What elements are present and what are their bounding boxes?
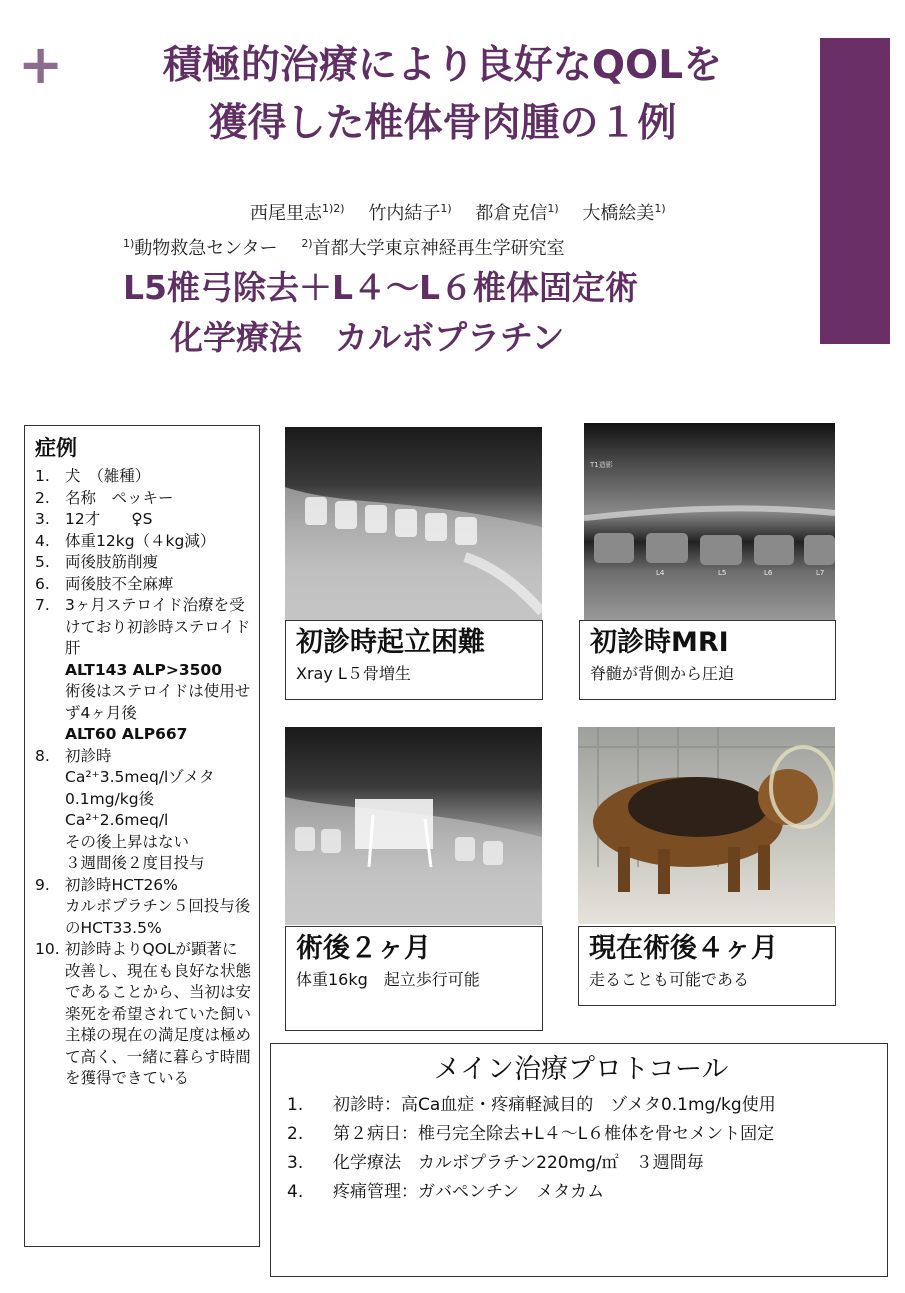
item-text: 初診時 <box>65 746 112 765</box>
list-item <box>35 488 253 510</box>
item-text: 12才 ♀S <box>65 510 153 528</box>
case-box <box>24 425 260 1247</box>
list-item <box>35 509 253 531</box>
list-item <box>35 552 253 574</box>
item-number: 3. <box>35 510 50 528</box>
caption-title: 現在術後４ヶ月 <box>589 933 778 964</box>
caption-title: 術後２ヶ月 <box>296 933 431 964</box>
postop-xray-image <box>285 727 542 925</box>
title-line-2: 獲得した椎体骨肉腫の１例 <box>208 101 677 146</box>
item-text: 化学療法 カルボプラチン220mg/㎡ ３週間毎 <box>333 1153 704 1173</box>
vertebra-label: L7 <box>816 569 825 577</box>
case-list <box>35 466 253 1090</box>
author-name: 大橋絵美 <box>582 203 655 224</box>
item-number: 8. <box>35 746 50 765</box>
caption-title: 初診時起立困難 <box>296 627 485 658</box>
dog-photo <box>578 727 835 924</box>
item-number: 2. <box>35 488 50 507</box>
item-text: 術後はステロイドは使用せず4ヶ月後 <box>65 682 251 722</box>
caption-sub: 体重16kg 起立歩行可能 <box>296 970 480 989</box>
author-affil-mark: 1) <box>547 202 559 215</box>
vertebra-label: L4 <box>656 569 665 577</box>
caption-current <box>578 926 836 1006</box>
affil-name: 動物救急センター <box>134 238 278 259</box>
item-number: 7. <box>35 596 50 614</box>
list-item <box>287 1123 875 1146</box>
list-item <box>35 466 253 488</box>
item-text: ALT60 ALP667 <box>65 725 188 743</box>
item-number: 3. <box>287 1153 304 1173</box>
item-text: 犬 （雑種） <box>65 467 151 485</box>
item-number: 6. <box>35 574 50 593</box>
author-affil-mark: 1) <box>440 202 452 215</box>
mri-image <box>584 423 835 621</box>
caption-sub: 脊髄が背側から圧迫 <box>590 664 735 683</box>
protocol-box <box>270 1043 888 1277</box>
list-item <box>35 875 253 940</box>
item-text: 初診時よりQOLが顕著に改善し、現在も良好な状態であることから、当初は安楽死を希望されていた飼い主様の現在の満足度は極めて高く、一緒に暮らす時間を獲得できている <box>65 940 252 1087</box>
item-number: 2. <box>287 1124 304 1144</box>
subtitle-surgery: L5椎弓除去＋L４～L６椎体固定術 <box>123 268 639 307</box>
item-text: カルボプラチン５回投与後のHCT33.5% <box>65 897 251 937</box>
item-text: 名称 ペッキー <box>65 488 174 507</box>
item-text: 体重12kg（４kg減） <box>65 531 216 550</box>
list-item <box>35 574 253 596</box>
item-text: 疼痛管理：ガバペンチン メタカム <box>333 1182 605 1202</box>
caption-sub: 走ることも可能である <box>589 970 750 989</box>
subtitle-chemo: 化学療法 カルボプラチン <box>170 318 565 357</box>
caption-title: 初診時MRI <box>590 627 729 658</box>
item-text: 第２病日：椎弓完全除去+L４～L６椎体を骨セメント固定 <box>333 1124 775 1144</box>
item-text: 両後肢筋削痩 <box>65 553 159 571</box>
author-name: 西尾里志 <box>250 203 322 224</box>
protocol-title: メイン治療プロトコール <box>433 1054 729 1085</box>
affil-mark: 2) <box>301 237 313 250</box>
item-text: Ca²⁺3.5meq/lゾメタ0.1mg/kg後 <box>65 768 215 808</box>
authors <box>250 199 666 225</box>
item-text: その後上昇はない <box>65 832 190 851</box>
list-item <box>35 746 253 875</box>
affil-mark: 1) <box>123 237 135 250</box>
caption-postop <box>285 926 543 1031</box>
affiliations <box>123 234 565 260</box>
vertebra-label: L5 <box>718 569 727 577</box>
item-number: 4. <box>287 1182 304 1202</box>
caption-xray <box>285 620 543 700</box>
author-name: 竹内結子 <box>368 203 441 224</box>
mri-overlay-label: T1造影 <box>590 461 613 469</box>
item-text: 3ヶ月ステロイド治療を受けており初診時ステロイド肝 <box>65 596 251 657</box>
case-title: 症例 <box>35 436 77 460</box>
author-affil-mark: 1)2) <box>322 202 345 215</box>
caption-mri <box>579 620 836 700</box>
item-number: 1. <box>35 467 50 485</box>
item-text: ALT143 ALP>3500 <box>65 660 222 679</box>
caption-sub: Xray L５骨増生 <box>296 664 411 683</box>
list-item <box>287 1181 875 1204</box>
author-affil-mark: 1) <box>654 202 666 215</box>
author-name: 都倉克信 <box>475 203 548 224</box>
item-number: 1. <box>287 1095 304 1115</box>
item-number: 9. <box>35 875 50 894</box>
item-text: 初診時：高Ca血症・疼痛軽減目的 ゾメタ0.1mg/kg使用 <box>333 1095 776 1115</box>
list-item <box>35 595 253 746</box>
item-text: Ca²⁺2.6meq/l <box>65 811 169 829</box>
protocol-list <box>287 1094 875 1204</box>
plus-icon: + <box>18 33 64 96</box>
item-number: 5. <box>35 553 50 571</box>
list-item <box>287 1094 875 1117</box>
item-text: 初診時HCT26% <box>65 875 178 894</box>
item-text: ３週間後２度目投与 <box>65 854 205 872</box>
item-number: 10. <box>35 940 60 958</box>
item-text: 両後肢不全麻痺 <box>65 574 174 593</box>
vertebra-label: L6 <box>764 569 773 577</box>
list-item <box>35 531 253 553</box>
xray-image <box>285 427 542 620</box>
accent-bar <box>820 38 890 344</box>
item-number: 4. <box>35 531 50 550</box>
title-line-1: 積極的治療により良好なQOLを <box>162 43 723 88</box>
affil-name: 首都大学東京神経再生学研究室 <box>312 238 565 259</box>
list-item <box>35 939 253 1090</box>
list-item <box>287 1152 875 1175</box>
